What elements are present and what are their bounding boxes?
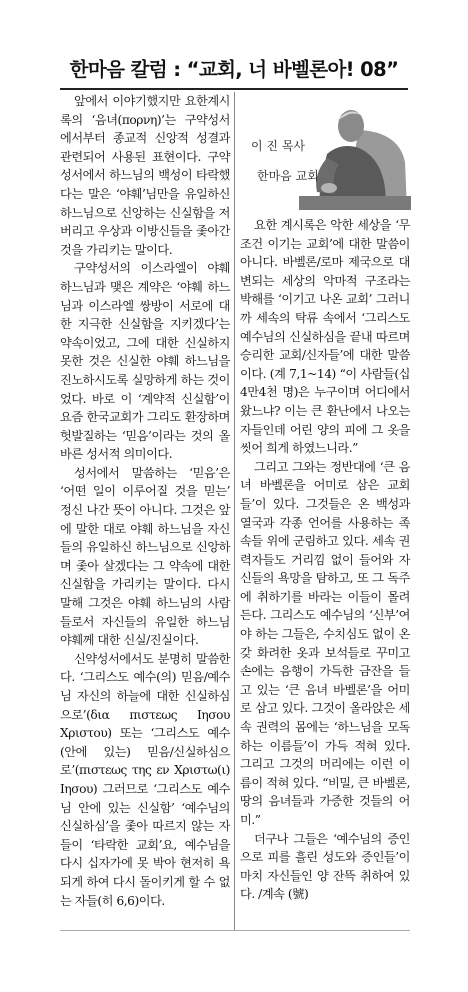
paragraph: 구약성서의 이스라엘이 야훼 하느님과 맺은 계약은 ‘야훼 하느님과 이스라엘 쌍방이 서로에 대한 지극한 신실함을 지키겠다’는 약속이었고, 그에 대한 신실하지 못한 것은 신실한 야훼 하느님을 진노하시도록 실망하게 하는 것이었다. 바로 이 ‘계약적 신실함’이 요즘 한국교회가 그리도 환장하며 헛발질하는 ‘믿음’이라는 것의 올바른 성서적 의미이다. <box>60 261 230 462</box>
column-headline: 한마음 칼럼 : “교회, 너 바벨론아! 08” <box>69 58 399 81</box>
photo-caption-church: 한마음 교회 <box>257 169 319 183</box>
photo-caption-name: 이 진 목사 <box>251 139 305 153</box>
paragraph: 더구나 그들은 ‘예수님의 증인으로 피를 흘린 성도와 증인들’이 마치 자신들인 양 잔뜩 취하여 있다. /계속 (號) <box>240 831 410 902</box>
paragraph: 요한 계시록은 악한 세상을 ‘무조건 이기는 교회’에 대한 말씀이 아니다. 바벨론/로마 제국으로 대변되는 세상의 악마적 구조라는 박해를 ‘이기고 나온 교회’ 그러니까 세속의 탁류 속에서 ‘그리스도 예수님의 신실하심을 끝내 따르며 승리한 교회/신자들’에 대한 말씀이다. (계 7,1~14) “이 사람들(십4만4천 명)은 누구이며 어디에서 왔느냐? 이는 큰 환난에서 나오는 자들인데 어린 양의 피에 그 옷을 씻어 희게 하였느니라.” <box>240 218 410 456</box>
bottom-rule <box>60 930 410 931</box>
column-divider <box>234 92 235 930</box>
paragraph: 앞에서 이야기했지만 요한계시록의 ‘음녀(πορνη)’는 구약성서에서부터 종교적 신앙적 성결과 관련되어 사용된 표현이다. 구약성서에서 하느님의 백성이 타락했다는 말은 ‘야훼’님만을 유일하신 하느님으로 신앙하는 신실함을 저버리고 우상과 이방신들을 좇아간 것을 가리키는 말이다. <box>60 94 230 257</box>
paragraph: 신약성서에서도 분명히 말씀한다. ‘그리스도 예수(의) 믿음/예수님 자신의 하늘에 대한 신실하심으로’(δια πιστεως Ιησου Χριστου) 또는 ‘그리스도 예수 (안에 있는) 믿음/신실하심으로’(πιστεως της εν Χριστω(ι) Ιησου) 그러므로 ‘그리스도 예수님 안에 있는 신실함’ ‘예수님의 신실하심’을 좇아 따르지 않는 자들이 ‘타락한 교회’요, 예수님을 다시 십자가에 못 박아 현저히 욕되게 하여 다시 돌이키게 할 수 없는 자들(히 6,6)이다. <box>60 651 230 908</box>
left-column <box>60 92 230 910</box>
author-photo <box>239 92 411 210</box>
paragraph: 성서에서 말씀하는 ‘믿음’은 ‘어떤 일이 이루어질 것을 믿는’ 정신 나간 뜻이 아니다. 그것은 앞에 말한 대로 야훼 하느님을 자신들의 유일하신 하느님으로 신앙하며 좇아 살겠다는 그 약속에 대한 신실함을 가리키는 말이다. 다시 말해 그것은 야훼 하느님의 사람들로서 자신들의 유일한 하느님 야훼께 대한 신실/진실이다. <box>60 465 230 648</box>
headline-rule <box>60 88 408 90</box>
right-column <box>240 216 410 904</box>
paragraph: 그리고 그와는 정반대에 ‘큰 음녀 바벨론을 어미로 삼은 교회들’이 있다. 그것들은 온 백성과 열국과 각종 언어를 사용하는 족속들 위에 군림하고 있다. 세속 권력자들도 거리낌 없이 들어와 자신들의 욕망을 탐하고, 또 그 독주에 취하기를 바라는 이들이 몰려든다. 그리스도 예수님의 ‘신부’여야 하는 그들은, 수치심도 없이 온갖 화려한 옷과 보석들로 꾸미고 손에는 음행이 가득한 금잔을 들고 있는 ‘큰 음녀 바벨론’을 어미로 삼고 있다. 그것이 올라앉은 세속 권력의 몸에는 ‘하느님을 모독하는 이름들’이 가득 적혀 있다. 그리고 그것의 머리에는 이런 이름이 적혀 있다. “비밀, 큰 바벨론, 땅의 음녀들과 가증한 것들의 어미.” <box>240 459 410 827</box>
